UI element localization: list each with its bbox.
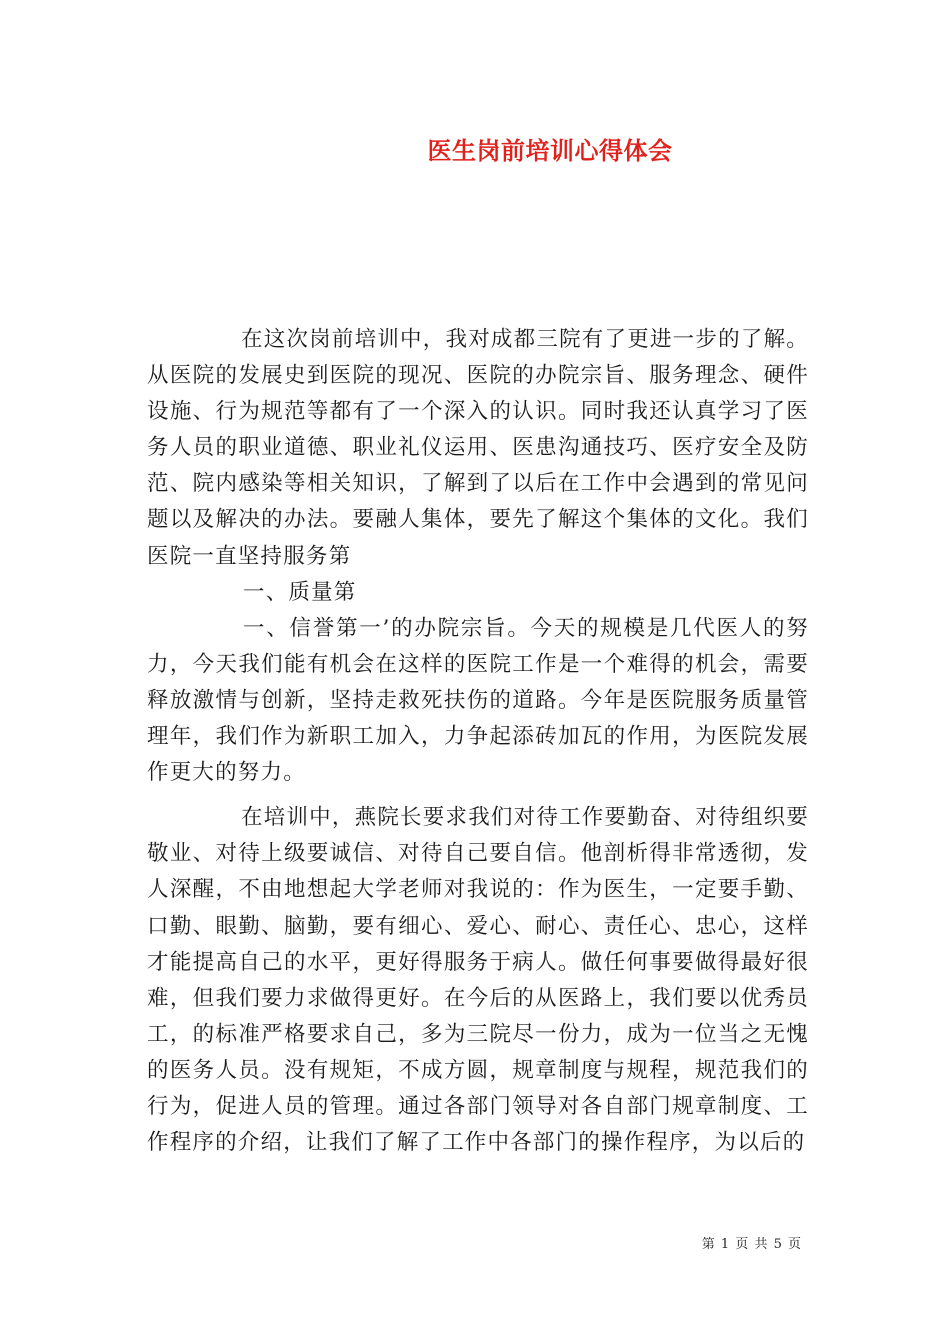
paragraph-training: 在培训中，燕院长要求我们对待工作要勤奋、对待组织要敬业、对待上级要诚信、对待自己要自信。他剖析得非常透彻，发人深醒，不由地想起大学老师对我说的：作为医生，一定要手勤、口勤、眼勤、脑勤，要有细心、爱心、耐心、责任心、忠心，这样才能提高自己的水平，更好得服务于病人。做任何事要做得最好很难，但我们要力求做得更好。在今后的从医路上，我们要以优秀员工，的标准严格要求自己，多为三院尽一份力，成为一位当之无愧的医务人员。没有规矩，不成方圆，规章制度与规程，规范我们的行为，促进人员的管理。通过各部门领导对各自部门规章制度、工作程序的介绍，让我们了解了工作中各部门的操作程序，为以后的 xyxy=(147,805,809,1156)
page-number: 第 1 页 共 5 页 xyxy=(701,1237,802,1252)
paragraph-quality: 一、质量第 xyxy=(243,579,357,605)
paragraph-intro: 在这次岗前培训中，我对成都三院有了更进一步的了解。从医院的发展史到医院的现况、医院的办院宗旨、服务理念、硬件设施、行为规范等都有了一个深入的认识。同时我还认真学习了医务人员的职业道德、职业礼仪运用、医患沟通技巧、医疗安全及防范、院内感染等相关知识，了解到了以后在工作中会遇到的常见问题以及解决的办法。要融人集体，要先了解这个集体的文化。我们医院一直坚持服务第 xyxy=(147,327,809,569)
document-title: 医生岗前培训心得体会 xyxy=(427,136,673,165)
document-body xyxy=(147,322,809,1161)
paragraph-credibility: 一、信誉第一’的办院宗旨。今天的规模是几代医人的努力，今天我们能有机会在这样的医院工作是一个难得的机会，需要释放激情与创新，坚持走救死扶伤的道路。今年是医院服务质量管理年，我们作为新职工加入，力争起添砖加瓦的作用，为医院发展作更大的努力。 xyxy=(147,615,809,786)
